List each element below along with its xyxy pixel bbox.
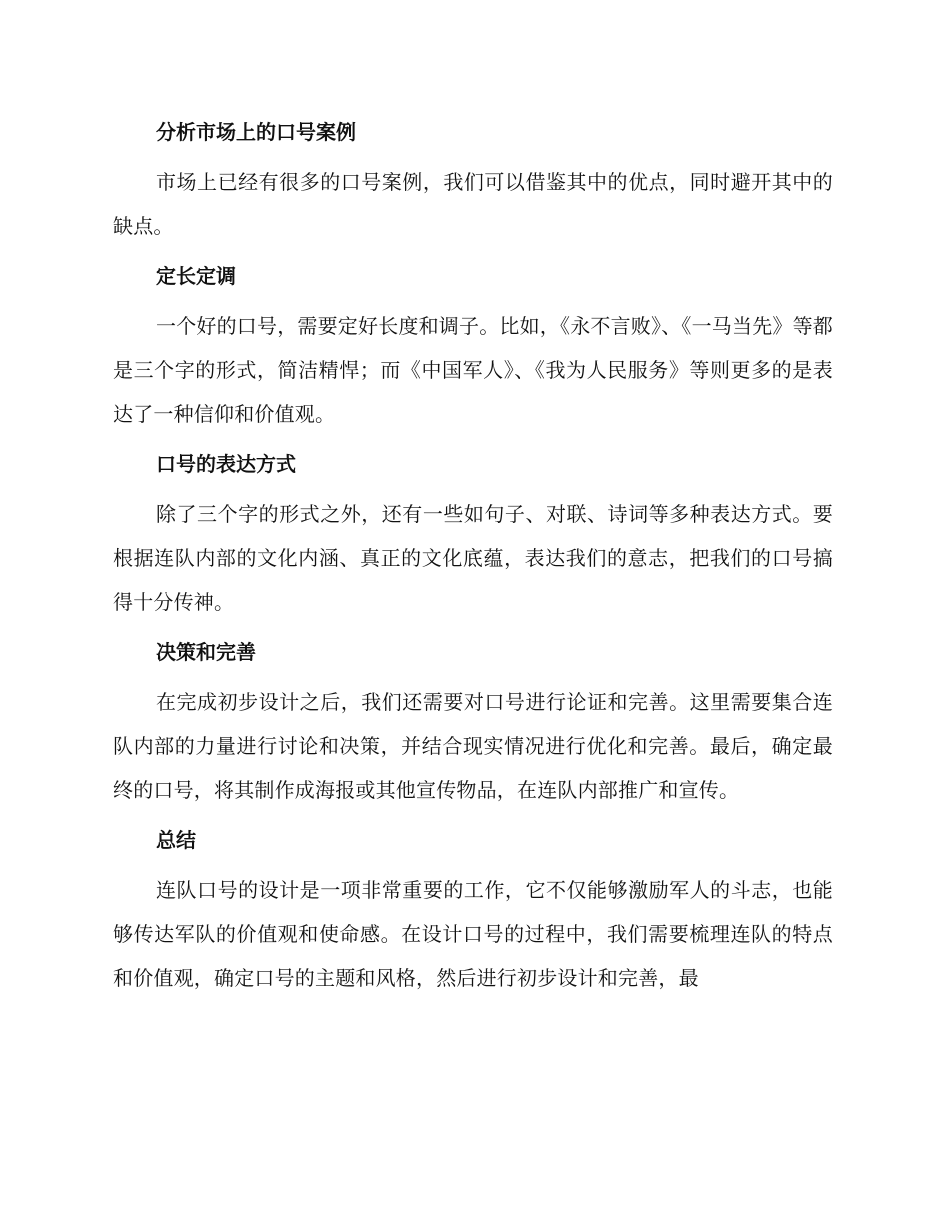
section-heading: 分析市场上的口号案例 [156,120,356,144]
section-paragraph: 市场上已经有很多的口号案例，我们可以借鉴其中的优点，同时避开其中的缺点。 [113,170,833,238]
section-heading: 决策和完善 [156,640,256,664]
section-expression [113,442,833,624]
section-heading: 口号的表达方式 [156,452,296,476]
section-heading: 定长定调 [156,264,236,288]
section-length-tone [113,254,833,436]
document-page [113,110,833,1006]
section-paragraph: 在完成初步设计之后，我们还需要对口号进行论证和完善。这里需要集合连队内部的力量进行讨论和决策，并结合现实情况进行优化和完善。最后，确定最终的口号，将其制作成海报或其他宣传物品，在连队内部推广和宣传。 [113,690,833,802]
section-decision [113,630,833,812]
section-market-cases [113,110,833,248]
section-heading: 总结 [156,828,196,852]
section-summary [113,818,833,1000]
section-paragraph: 连队口号的设计是一项非常重要的工作，它不仅能够激励军人的斗志，也能够传达军队的价值观和使命感。在设计口号的过程中，我们需要梳理连队的特点和价值观，确定口号的主题和风格，然后进行初步设计和完善，最 [113,878,833,990]
section-paragraph: 一个好的口号，需要定好长度和调子。比如，《永不言败》、《一马当先》等都是三个字的形式，简洁精悍；而《中国军人》、《我为人民服务》等则更多的是表达了一种信仰和价值观。 [113,314,833,426]
section-paragraph: 除了三个字的形式之外，还有一些如句子、对联、诗词等多种表达方式。要根据连队内部的文化内涵、真正的文化底蕴，表达我们的意志，把我们的口号搞得十分传神。 [113,502,833,614]
